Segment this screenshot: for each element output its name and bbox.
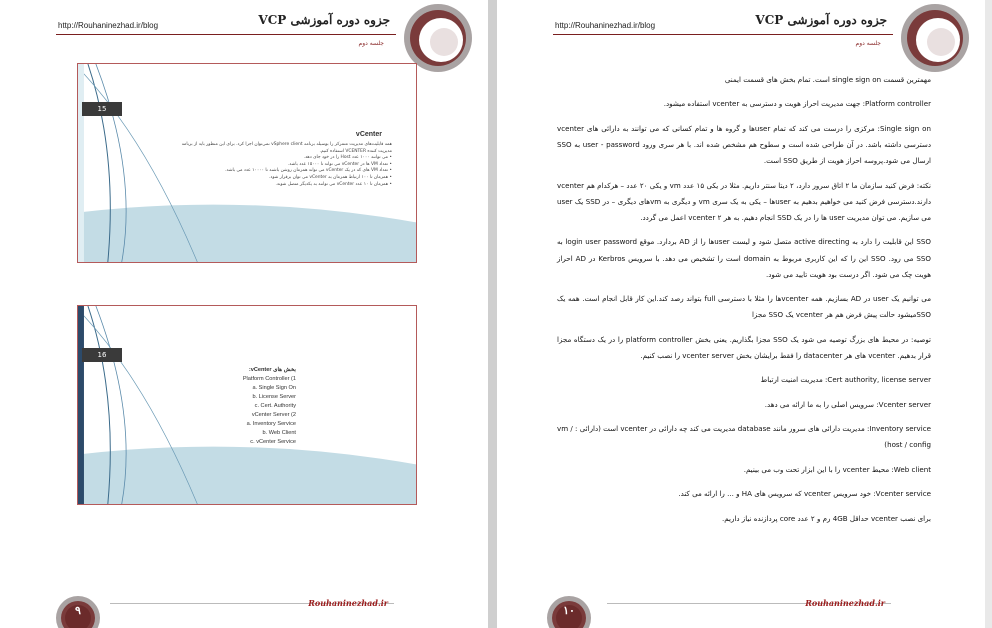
slide-list-item: 2) vCenter Server (251, 412, 296, 418)
paragraph: Inventory service: مدیریت دارائی های سرور مانند database مدیریت می کند چه دارائی در vcenter است (دارائی : vm / host / config) (557, 424, 931, 450)
paragraph: Web client: محیط vcenter را با این ابزار تحت وب می بینیم. (743, 464, 931, 474)
corner-circle-decoration (895, 2, 975, 82)
slide-list-item: 1) Platform Controller (242, 376, 296, 382)
page-number: ۱۰ (563, 604, 575, 617)
header-rule (553, 34, 893, 35)
paragraph: Vcenter service: خود سرویس vcenter که سرویس های HA و ... را ارائه می کند. (678, 489, 931, 499)
header-subtitle: جلسه دوم (358, 40, 384, 47)
header-rule (56, 34, 396, 35)
slide-list (186, 366, 296, 447)
page-body-text (557, 72, 931, 535)
slide-list-title: بخش های vCenter: (248, 367, 296, 373)
paragraph: توصیه: در محیط های بزرگ توصیه می شود یک SSO مجزا بگذاریم. یعنی بخش platform controller را در یک دستگاه مجزا قرار بدهیم. vcenter های هر datacenter را فقط برایشان بخش vcenter server را نصب کنیم. (557, 334, 931, 360)
slide-line: • همزمان تا ۱۰۰ ارتباط همزمان به vCenter می توان برقرار شود. (269, 174, 392, 180)
slide-line: مدیریت کننده VCENTER استفاده کنیم. (319, 148, 392, 154)
page-9 (0, 0, 488, 628)
page-number: ۹ (75, 604, 81, 617)
footer-site-name[interactable]: Rouhaninezhad.ir (308, 598, 388, 608)
slide-list-item: b. Web Client (262, 430, 296, 436)
header-url[interactable]: http://Rouhaninezhad.ir/blog (58, 21, 159, 30)
slide-list-item: b. License Server (252, 394, 296, 400)
paragraph: نکته: فرض کنید سازمان ما ۲ اتاق سرور دارد، ۲ دیتا سنتر داریم. مثلا در یکی ۱۵ عدد vm و یکی ۲۰ عدد – هرکدام هم vcenter دارند.دسترسی فرض کنید می خواهیم بدهیم به userها – یکی به یک سری vm و دیگری به vmهای دیگری – در SSD یک user می سازیم. می توان مدیریت user ها را در یک SSD انجام دهیم. به هر ۲ vcenter اعمل می گردد. (557, 180, 932, 222)
header-title: جزوه دوره آموزشی VCP (755, 13, 887, 27)
slide-line: • می توانند ۱۰۰۰ عدد Host را در خود جای دهد. (303, 155, 392, 161)
paragraph: برای نصب vcenter حداقل 4GB رم و ۲ عدد core پردازنده نیاز داریم. (722, 513, 931, 523)
slide-line: • تعداد VM های که در یک vCenter می تواند همزمان روشن باشند تا ۱۰۰۰۰ عدد می باشد. (225, 168, 392, 174)
slide-number-tab: 15 (82, 102, 122, 116)
slide-list-item: c. Cert. Authority (254, 403, 296, 409)
slide-list-item: a. Inventory Service (246, 421, 296, 427)
paragraph: Vcenter server: سرویس اصلی را به ما ارائه می دهد. (764, 399, 931, 409)
header-subtitle: جلسه دوم (855, 40, 881, 47)
page-gutter (488, 0, 497, 628)
slide-line: • تعداد VM ها در vCenter می تواند تا ۱۵۰۰۰ عدد باشد. (287, 161, 392, 167)
footer-site-name[interactable]: Rouhaninezhad.ir (805, 598, 885, 608)
slide-line: همه قابلیت‌های مدیریت متمرکز را بوسیله برنامه vSphere client نمی‌توان اجرا کرد. برای این منظور باید از برنامه (181, 142, 392, 147)
slide-line: • همزمان تا ۱۰ عدد vCenter می توانند به یکدیگر متصل شوند. (275, 181, 392, 187)
paragraph: مهمترین قسمت single sign on است. تمام بخش های قسمت ایمنی (724, 75, 931, 84)
header-url[interactable]: http://Rouhaninezhad.ir/blog (555, 21, 656, 30)
slide-15 (77, 63, 417, 263)
paragraph: Single sign on: مرکزی را درست می کند که تمام userها و گروه ها و تمام کسانی که می توانند به دارائی های vcenter دسترسی داشته باشد. در آن طراحی شده است و سطوح هم مشخص شده اند. با هر سری ورود user - password به SSO ارسال می شود.پروسه احراز هویت از طریق SSO است. (557, 123, 931, 166)
paragraph: SSO این قابلیت را دارد به active directing متصل شود و لیست userها را از AD بردارد. موقع login user password به SSO می رود. SSO این را که این کاربری مربوط به domain است را تشخیص می دهد. با سرویس Kerbros در AD احراز هویت چک می شود. اگر درست بود هویت تایید می شود. (557, 237, 931, 279)
slide-list-item: c. vCenter Service (250, 439, 296, 445)
slide-number-tab: 16 (82, 348, 122, 362)
slide-list-item: a. Single Sign On (252, 385, 296, 391)
header-title: جزوه دوره آموزشی VCP (258, 13, 390, 27)
slide-16 (77, 305, 417, 505)
paragraph: می توانیم یک user در AD بسازیم. همه vcenterها را مثلا با دسترسی full بتواند رصد کند.این کار قابل انجام است. همه یک SSOمیشود حالت پیش فرض هم هر vcenter یک SSO مجزا (557, 294, 931, 320)
page-10 (497, 0, 985, 628)
paragraph: Platform controller: جهت مدیریت احراز هویت و دسترسی به vcenter استفاده میشود. (663, 99, 931, 109)
slide-title: vCenter (355, 131, 382, 138)
slide-bullets (142, 142, 392, 188)
paragraph: Cert authority, license server: مدیریت امنیت ارتباط (760, 375, 931, 385)
